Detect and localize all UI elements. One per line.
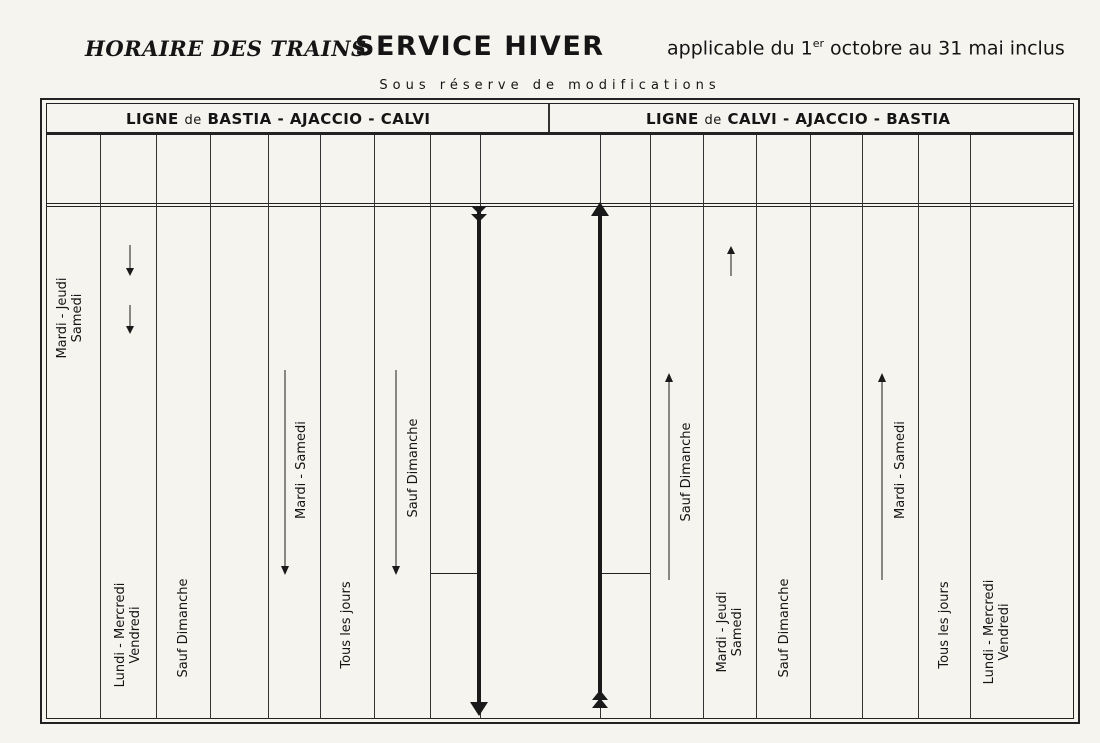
vertical-note <box>768 568 800 688</box>
vertical-note-line: Lundi - Mercredi <box>113 582 128 688</box>
ligne-right-de: de <box>704 113 722 128</box>
vertical-note-line: Tous les jours <box>338 581 354 669</box>
branch-rule-r <box>600 573 650 574</box>
column-divider <box>156 135 157 719</box>
ligne-right-post: CALVI - AJACCIO - BASTIA <box>721 110 951 128</box>
vertical-note-line: Sauf Dimanche <box>405 418 421 518</box>
vertical-note-line: Mardi - Samedi <box>892 421 908 519</box>
column-divider <box>756 135 757 719</box>
column-divider <box>320 135 321 719</box>
vertical-note-line: Sauf Dimanche <box>678 422 694 522</box>
timetable-inner-frame <box>46 103 1074 719</box>
vertical-note-line: Mardi - Jeudi <box>715 591 730 673</box>
vertical-note-line: Samedi <box>70 293 85 343</box>
vertical-note <box>397 403 429 533</box>
colheader-rule-2 <box>46 206 1074 207</box>
vertical-note <box>884 405 916 535</box>
vertical-note-line: Mardi - Samedi <box>293 421 309 519</box>
title-service-hiver: SERVICE HIVER <box>355 31 605 62</box>
vertical-note <box>981 567 1013 697</box>
header-rule <box>46 134 1074 135</box>
ligne-left-post: BASTIA - AJACCIO - CALVI <box>201 110 431 128</box>
applicable-pre: applicable du 1 <box>667 37 813 60</box>
vertical-note-line: Vendredi <box>997 603 1012 661</box>
column-divider <box>703 135 704 719</box>
reserve-note: Sous réserve de modifications <box>379 78 721 93</box>
column-divider <box>862 135 863 719</box>
title-horaire: HORAIRE DES TRAINS <box>85 36 367 61</box>
vertical-note <box>112 570 144 700</box>
ligne-divider <box>548 104 550 132</box>
column-divider <box>600 135 601 719</box>
ligne-right-pre: LIGNE <box>646 110 705 128</box>
vertical-note-line: Mardi - Jeudi <box>55 277 70 359</box>
column-divider <box>100 135 101 719</box>
column-divider <box>374 135 375 719</box>
vertical-note <box>928 570 960 680</box>
colheader-rule <box>46 203 1074 204</box>
column-divider <box>268 135 269 719</box>
column-divider <box>810 135 811 719</box>
column-divider <box>918 135 919 719</box>
ligne-right-title <box>646 110 951 128</box>
ligne-left-title <box>126 110 431 128</box>
ligne-left-de: de <box>184 113 202 128</box>
vertical-note-line: Sauf Dimanche <box>776 578 792 678</box>
vertical-note <box>670 407 702 537</box>
vertical-note-line: Samedi <box>730 607 745 657</box>
ligne-left-pre: LIGNE <box>126 110 185 128</box>
vertical-note-line: Lundi - Mercredi <box>982 579 997 685</box>
column-divider <box>430 135 431 719</box>
vertical-note <box>330 570 362 680</box>
vertical-note-line: Vendredi <box>128 606 143 664</box>
title-applicable <box>667 37 1065 59</box>
column-divider <box>970 135 971 719</box>
column-divider <box>210 135 211 719</box>
vertical-note <box>714 572 746 692</box>
vertical-note <box>167 568 199 688</box>
vertical-note <box>285 405 317 535</box>
applicable-post: octobre au 31 mai inclus <box>824 37 1065 60</box>
applicable-sup: er <box>812 37 825 50</box>
column-divider <box>650 135 651 719</box>
branch-rule <box>430 573 480 574</box>
vertical-note <box>54 248 86 388</box>
vertical-note-line: Tous les jours <box>936 581 952 669</box>
vertical-note-line: Sauf Dimanche <box>175 578 191 678</box>
column-divider <box>480 135 481 719</box>
